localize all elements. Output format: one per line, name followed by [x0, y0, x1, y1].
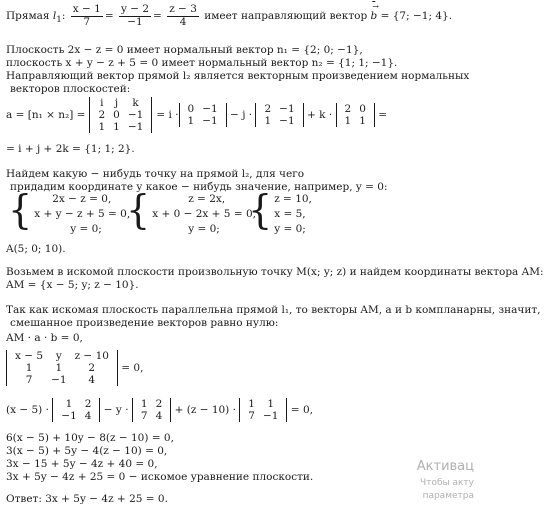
det-cell: j — [114, 97, 119, 109]
minor-j — [255, 103, 303, 127]
expand-minor-3 — [239, 398, 287, 422]
minor-k — [336, 103, 375, 127]
triple-determinant — [6, 350, 118, 386]
vector-b-value: = {7; −1; 4}. — [377, 10, 453, 23]
cross-eq: = — [156, 109, 166, 122]
take-point-text-2: AM = {x − 5; y; z − 10}. — [6, 279, 139, 291]
brace-1: { — [8, 186, 33, 233]
line-l1-prefix: Прямая — [6, 10, 53, 23]
det-cell: 4 — [84, 410, 92, 423]
det-cell: −1 — [279, 115, 295, 128]
direction-text-2: векторов плоскостей: — [10, 83, 131, 95]
take-point-text-1: Возьмем в искомой плоскости произвольную точку M(x; y; z) и найдем координаты вектора AM: — [6, 266, 544, 278]
plane1-text: Плоскость 2x − z = 0 имеет нормальный вектор n₁ = {2; 0; −1}, — [6, 44, 363, 56]
cross-lhs: a = [n₁ × n₂] = — [6, 109, 86, 122]
step-2: 3(x − 5) + 5y − 4(z − 10) = 0, — [6, 445, 168, 457]
det-cell: 2 — [98, 109, 106, 122]
det-cell: −1 — [61, 410, 77, 423]
fraction-y-num: y − 2 — [120, 3, 150, 15]
det-cell: −1 — [279, 103, 295, 116]
fraction-y-den: −1 — [127, 15, 143, 28]
det-cell: 2 — [155, 398, 163, 410]
fraction-z-num: z − 3 — [169, 3, 197, 15]
fraction-z — [167, 4, 199, 28]
det-cell: 1 — [25, 362, 33, 375]
triple-product: AM · a · b = 0, — [6, 332, 83, 344]
system-3-row: x = 5, — [274, 207, 306, 220]
det-cell: 1 — [55, 362, 63, 375]
fraction-x-num: x − 1 — [72, 3, 101, 15]
expand-minor-2 — [132, 398, 171, 422]
det-cell: 7 — [248, 410, 255, 423]
system-3 — [248, 186, 312, 235]
fraction-x-den: 7 — [83, 15, 91, 28]
cross-j-coef: − j · — [226, 109, 256, 122]
line-l1-sub: 1 — [56, 15, 62, 26]
det-cell: i — [100, 97, 104, 109]
det-cell: 4 — [88, 374, 96, 387]
cross-tail: = — [374, 109, 388, 122]
det-cell: −1 — [202, 115, 218, 128]
cross-result: = i + j + 2k = {1; 1; 2}. — [6, 143, 135, 155]
det-cell: 1 — [113, 121, 120, 134]
fraction-y — [119, 4, 151, 28]
det-cell: 2 — [84, 398, 92, 410]
step-1: 6(x − 5) + 10y − 8(z − 10) = 0, — [6, 432, 174, 444]
system-2-row: x + 0 − 2x + 5 = 0, — [152, 207, 256, 220]
vector-b: b → — [371, 10, 378, 22]
cross-product — [6, 97, 387, 133]
fraction-z-den: 4 — [179, 15, 187, 28]
system-3-row: z = 10, — [274, 193, 312, 205]
det-cell: 0 — [113, 109, 120, 122]
det-cell: 0 — [187, 103, 195, 116]
expand-tail: = 0, — [287, 404, 313, 417]
det-cell: 2 — [264, 103, 272, 116]
expand-term-b: − y · — [100, 404, 132, 417]
cross-i-coef: i · — [168, 109, 179, 122]
det-cell: 2 — [88, 362, 96, 375]
system-1 — [8, 186, 131, 235]
step-3: 3x − 15 + 5y − 4z + 40 = 0, — [6, 458, 158, 470]
det-cell: 4 — [155, 410, 163, 423]
det-cell: 1 — [248, 398, 255, 410]
det-cell: y — [55, 350, 62, 362]
cross-k-coef: + k · — [303, 109, 336, 122]
parallel-text-2: смешанное произведение векторов равно нулю: — [10, 317, 279, 329]
det-cell: −1 — [127, 121, 144, 134]
expand-minor-1 — [52, 398, 100, 422]
line-l1-colon: : — [61, 10, 66, 23]
step-4: 3x + 5y − 4z + 25 = 0 − искомое уравнение плоскости. — [6, 471, 314, 483]
det-cell: −1 — [51, 374, 67, 387]
det-cell: 1 — [264, 115, 272, 128]
brace-3: { — [248, 186, 273, 233]
det-cell: 7 — [140, 410, 148, 423]
line-l1-name: l — [52, 10, 57, 23]
system-1-row: x + y − z + 5 = 0, — [34, 207, 131, 220]
det-cell: k — [132, 97, 139, 109]
watermark-line-2: Чтобы акту — [420, 478, 474, 488]
det-cell: 7 — [25, 374, 33, 387]
det-cell: −1 — [262, 410, 279, 423]
det-cell: 1 — [98, 121, 106, 134]
system-2 — [126, 186, 256, 235]
det-cell: 1 — [187, 115, 195, 128]
minor-i — [179, 103, 227, 127]
plane2-text: плоскость x + y − z + 5 = 0 имеет нормальный вектор n₂ = {1; 1; −1}. — [6, 57, 398, 69]
direction-text-1: Направляющий вектор прямой l₂ является векторным произведением нормальных — [6, 70, 470, 82]
det-cell: −1 — [127, 109, 144, 122]
det-cell: 1 — [267, 398, 275, 410]
line-l1-text: имеет направляющий вектор — [204, 10, 371, 23]
system-2-row: y = 0; — [188, 222, 220, 235]
det-cell: 1 — [65, 398, 73, 410]
find-point-text-1: Найдем какую − нибудь точку на прямой l₂, для чего — [6, 168, 305, 180]
answer: Ответ: 3x + 5y − 4z + 25 = 0. — [6, 493, 168, 505]
det-cell: 1 — [359, 115, 366, 128]
point-a: A(5; 0; 10). — [6, 243, 66, 255]
expand-term-a: (x − 5) · — [6, 404, 53, 417]
find-point-text-2: придадим координате y какое − нибудь значение, например, y = 0: — [10, 181, 388, 193]
det-cell: 0 — [359, 103, 366, 116]
system-2-row: z = 2x, — [188, 193, 226, 205]
det-cell: 1 — [140, 398, 148, 410]
det-cell: 1 — [344, 115, 352, 128]
system-1-row: y = 0; — [70, 222, 102, 235]
triple-determinant-equation — [6, 350, 143, 386]
system-3-row: y = 0; — [274, 222, 306, 235]
det-cell: x − 5 — [15, 350, 44, 362]
det-cell: z − 10 — [74, 350, 109, 362]
fraction-x — [71, 4, 103, 28]
det-cell: 2 — [344, 103, 352, 116]
brace-2: { — [126, 186, 151, 233]
expand-term-c: + (z − 10) · — [171, 404, 240, 417]
watermark-line-3: параметра — [422, 491, 474, 501]
triple-determinant-tail: = 0, — [117, 362, 144, 375]
parallel-text-1: Так как искомая плоскость параллельна прямой l₁, то векторы AM, a и b компланарны, значит, — [6, 304, 541, 316]
cross-determinant — [89, 97, 152, 133]
system-1-row: 2x − z = 0, — [52, 193, 112, 205]
det-cell: −1 — [202, 103, 218, 116]
watermark-title: Активац — [416, 459, 474, 474]
determinant-expansion — [6, 398, 313, 422]
line-l1-statement: Прямая $l_1$: $\frac{x - 1}{7}$ = $\frac{y - 2}{-1}$ = $\frac{z - 3}{4}$ имеет направляющий вектор b → = {7; −1; 4}. — [6, 4, 452, 28]
